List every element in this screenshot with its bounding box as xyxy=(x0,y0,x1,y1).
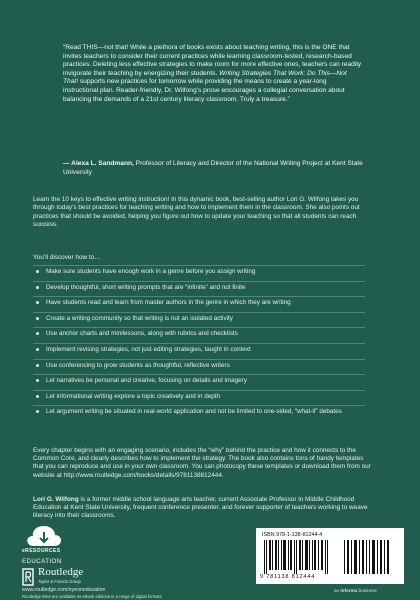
attribution-title: Professor of Literacy and Director of the National Writing Project at Kent State University xyxy=(63,160,363,176)
list-item-text: Develop thoughtful, short writing prompts that are “infinite” and not finite xyxy=(46,283,246,291)
list-item-text: Implement revising strategies, not just editing strategies, taught in context xyxy=(46,345,251,353)
bullet-icon xyxy=(36,270,39,273)
bullet-icon xyxy=(36,379,39,382)
list-item xyxy=(33,405,365,418)
bullet-icon xyxy=(36,348,39,351)
publisher-subtitle: Taylor & Francis Group xyxy=(38,579,81,584)
endorsement-attribution xyxy=(63,160,363,177)
author-name: Lori G. Wilfong xyxy=(33,496,79,503)
bullet-icon xyxy=(36,301,39,304)
publisher-name: Routledge xyxy=(38,566,84,578)
bullet-icon xyxy=(36,395,39,398)
routledge-logo-icon xyxy=(22,568,34,586)
publisher-url[interactable]: www.routledge.com/eyeoneducation xyxy=(22,587,106,593)
list-item xyxy=(33,374,365,387)
list-item xyxy=(33,327,365,340)
barcode-digits: 9 781138 812444 xyxy=(260,574,316,580)
list-item xyxy=(33,359,365,372)
list-item-text: Let narratives be personal and creative, focusing on details and imagery xyxy=(46,377,247,385)
list-item-text: Use conferencing to grow students as thoughtful, reflective writers xyxy=(46,361,230,369)
list-item-text: Make sure students have enough work in a genre before you assign writing xyxy=(46,268,256,275)
list-item xyxy=(33,343,365,356)
list-item xyxy=(33,265,365,278)
list-item xyxy=(33,390,365,403)
bullet-icon xyxy=(36,286,39,289)
bullet-icon xyxy=(36,410,39,413)
list-item xyxy=(33,296,365,309)
feature-list xyxy=(33,265,365,421)
quote-text-start: “Read THIS—not that! While a plethora of books exists about teaching writing, this is the ONE that invites teachers to consider their current practices while learning classroom-tested, research-based practices. Deleting less effective strategies to make room for more effective ones, teachers can readily invigorate their teaching by energizing their students. xyxy=(63,44,362,77)
author-bio xyxy=(33,496,373,521)
quote-text-end: supports new practices for tomorrow while providing the means to create a year-long instructional plan. Reader-friendly, Dr. Wilfong’s prose encourages a collegial conversation about balancing the demands of a 21st century literacy classroom. Truly a treasure.” xyxy=(63,78,345,103)
book-description: Learn the 10 keys to effective writing instruction! In this dynamic book, best-selling author Lori G. Wilfong takes you through today’s best practices for teaching writing and how to implement them in the classroom. She also points out practices that should be avoided, helping you figure out how to update your teaching so that all students can reach success. xyxy=(33,196,360,229)
ebook-footnote: Routledge titles are available as eBook editions in a range of digital formats xyxy=(22,594,162,599)
eresources-label: eRESOURCES xyxy=(22,548,61,554)
price-barcode-icon xyxy=(342,540,392,574)
education-label: EDUCATION xyxy=(22,558,62,565)
bullet-icon xyxy=(36,364,39,367)
author-bio-text: is a former middle school language arts teacher, current Associate Professor in Middle Childhood Education at Kent State University, frequent conference presenter, and forever supporter of teachers working to weave literacy into their classrooms. xyxy=(33,496,368,520)
barcode-panel xyxy=(256,528,404,584)
attribution-name: — Alexa L. Sandmann, xyxy=(63,160,134,167)
bullet-icon xyxy=(36,317,39,320)
endorsement-quote xyxy=(63,44,363,104)
list-item-text: Have students read and learn from master authors in the genre in which they are writing xyxy=(46,299,291,307)
list-item-text: Create a writing community so that writing is not an isolated activity xyxy=(46,314,233,322)
list-item xyxy=(33,312,365,325)
list-item xyxy=(33,281,365,294)
discover-intro: You’ll discover how to… xyxy=(33,254,101,261)
list-item-text: Use anchor charts and minilessons, along with rubrics and checklists xyxy=(46,330,238,338)
isbn-text: ISBN 978-1-138-81244-4 xyxy=(262,532,323,538)
list-item-text: Let informational writing explore a topic creatively and in depth xyxy=(46,392,220,400)
list-item-text: Let argument writing be situated in real-world application and not be limited to one-sided, “what-if” debates xyxy=(46,408,342,416)
informa-label: an informa business xyxy=(334,588,377,593)
barcode-icon xyxy=(262,540,332,574)
bullet-icon xyxy=(36,332,39,335)
quote-book-title: Writing Strategies That Work: Do This—Not That! xyxy=(63,69,347,86)
chapter-description: Every chapter begins with an engaging scenario, includes the “why” behind the practice and how it connects to the Common Core, and clearly describes how to implement the strategy. The book also contains tons of handy templates that you can reproduce and use in your own classroom. You can photocopy these templates or download them from our website at http://www.routledge.com/books/details/9781138812444. xyxy=(33,447,371,479)
